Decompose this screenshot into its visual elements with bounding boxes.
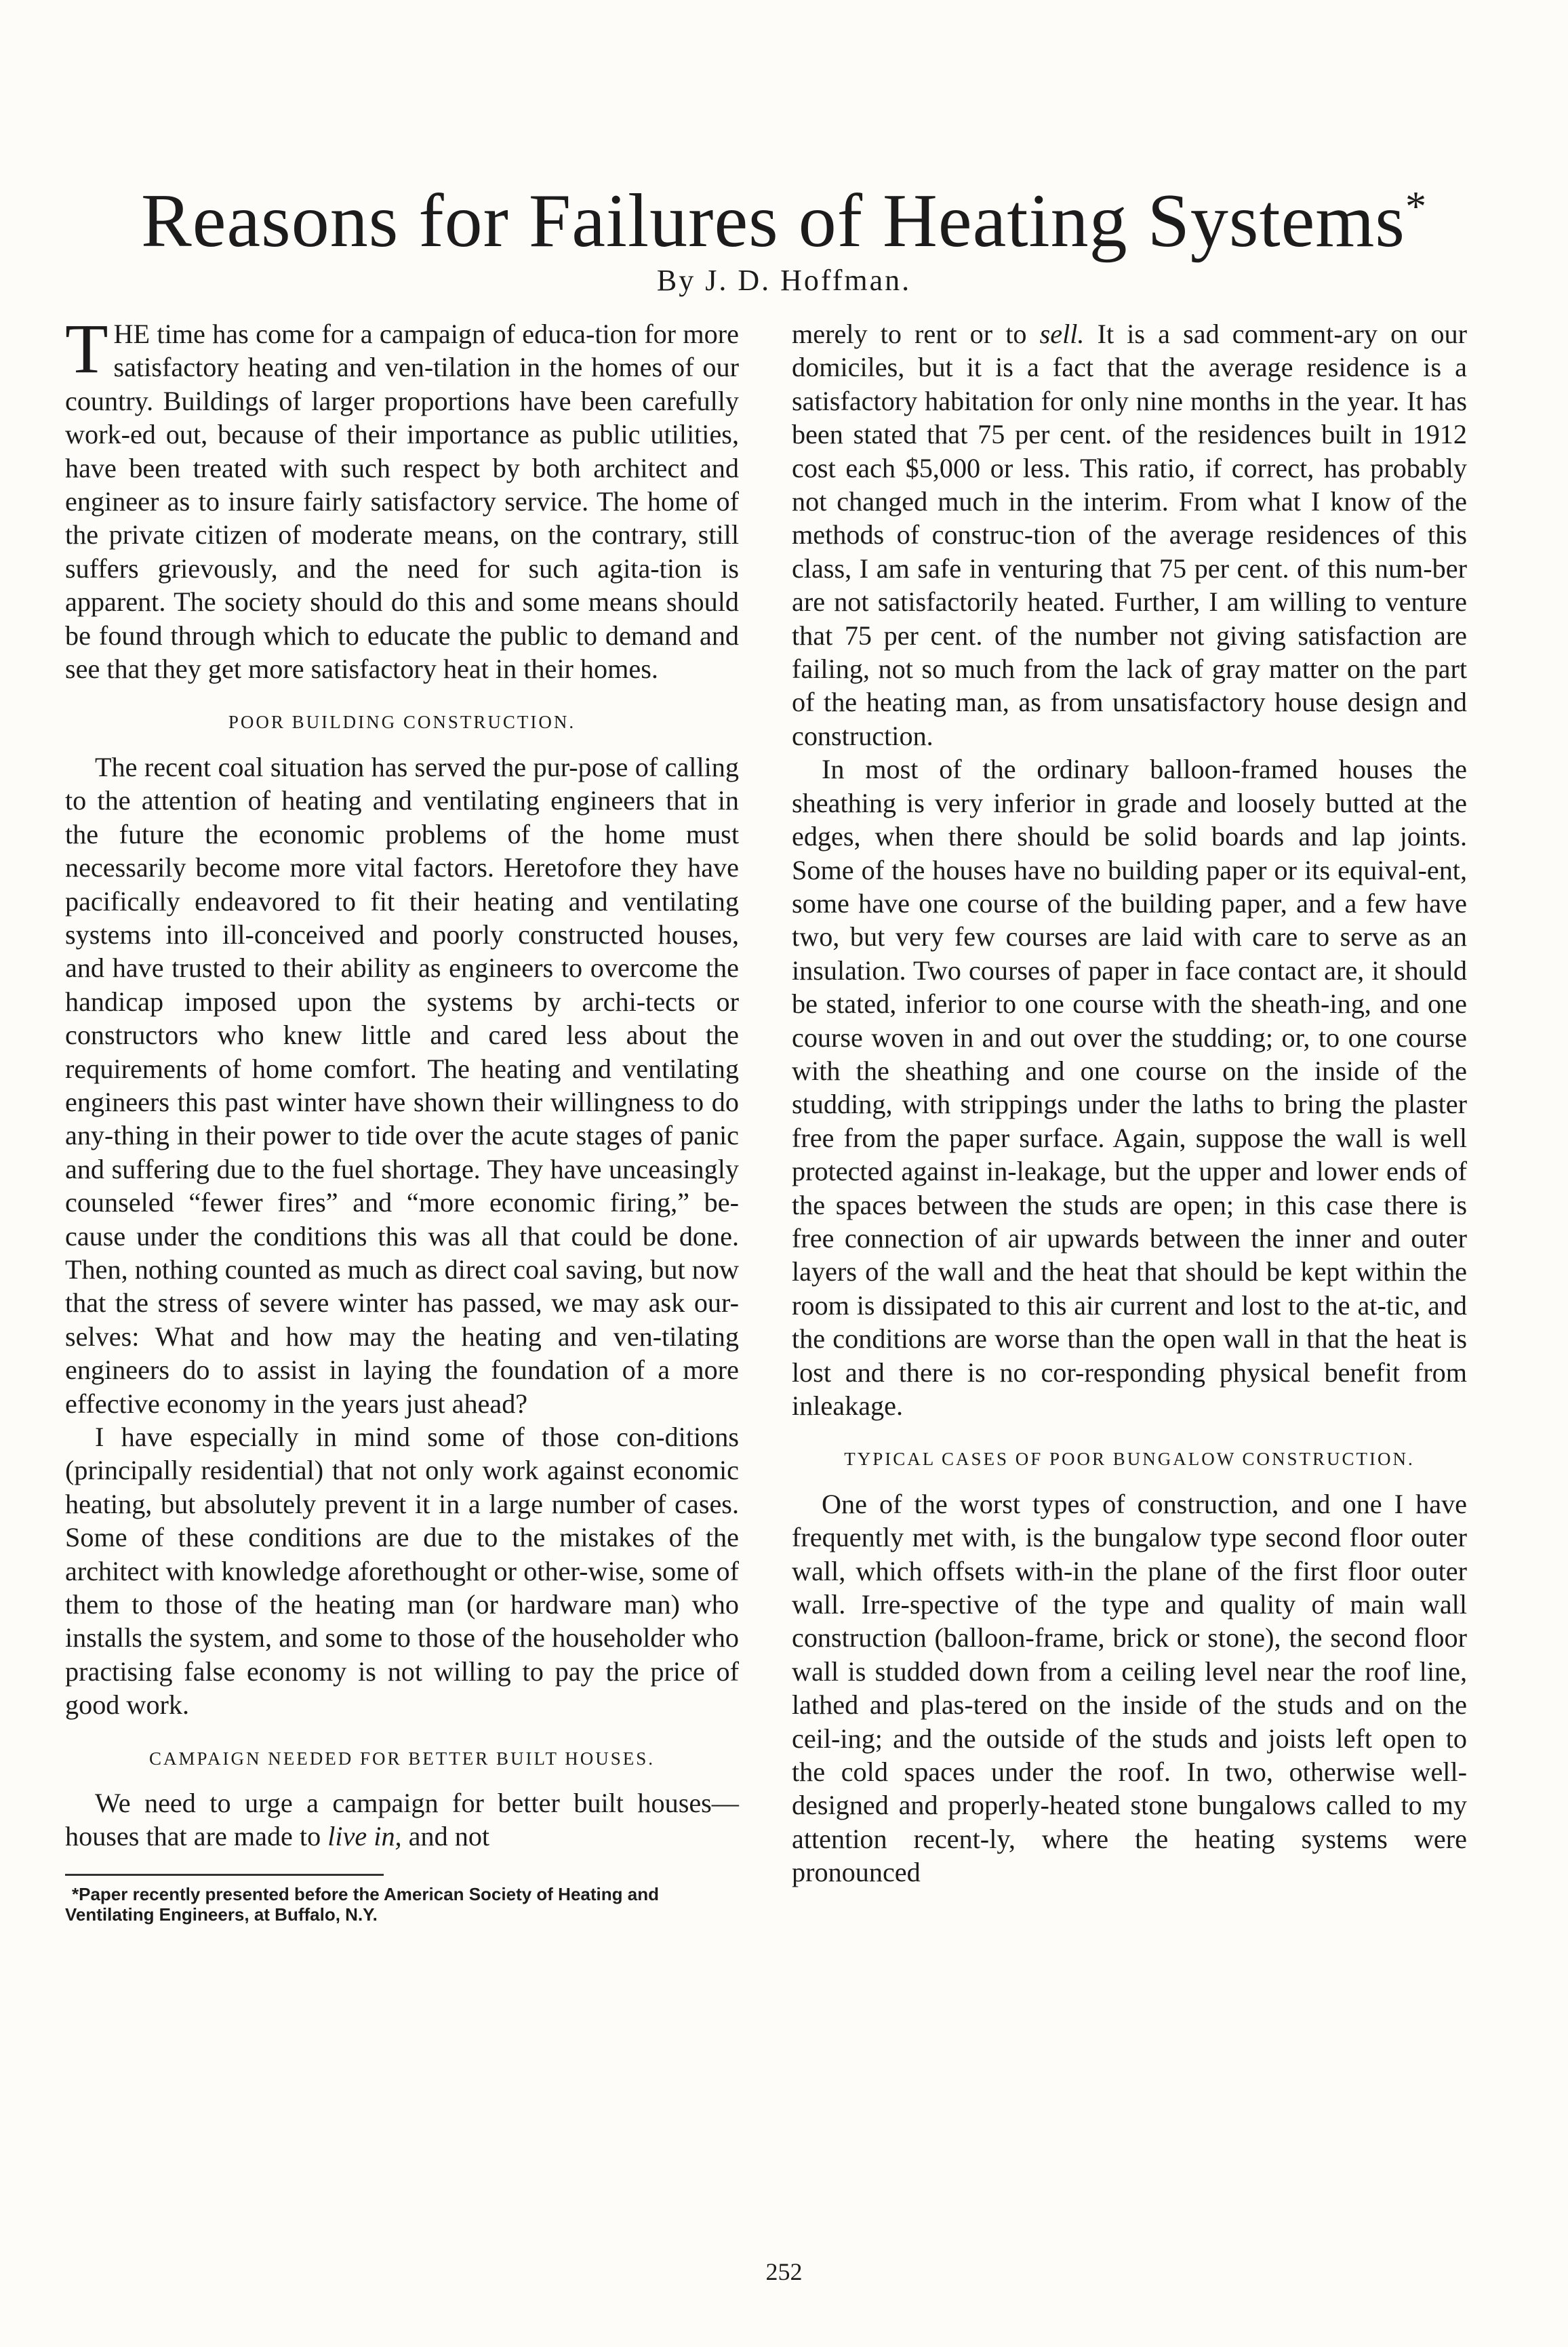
title-text: Reasons for Failures of Heating Systems [141,179,1405,263]
section-heading: TYPICAL CASES OF POOR BUNGALOW CONSTRUCTION. [844,1449,1415,1470]
right-column [792,317,1467,1889]
paragraph-text: It is a sad comment-ary on our domiciles, but it is a fact that the average residence is a satisfactory habitation for only nine months in the year. It has been stated that 75 per cent. of the residences built in 1912 cost each $5,000 or less. This ratio, if correct, has probably not changed much in the interim. From what I know of the methods of construc-tion of the average residences of this class, I am safe in venturing that 75 per cent. of this num-ber are not satisfactorily heated. Further, I am willing to venture that 75 per cent. of the number not giving satisfaction are failing, not so much from the lack of gray matter on the part of the heating man, as from unsatisfactory house design and construction. [792,319,1467,751]
left-column [65,310,739,1925]
footnote: *Paper recently presented before the American Society of Heating and Ventilating Engineers, at Buffalo, N.Y. [65,1883,659,1925]
paragraph-text: We need to urge a campaign for better built houses—houses that are made to [65,1788,739,1852]
byline: By J. D. Hoffman. [656,264,912,297]
section-heading: POOR BUILDING CONSTRUCTION. [228,712,576,733]
footnote-divider [65,1874,384,1876]
emphasis-text: sell. [1039,319,1085,349]
section-heading: CAMPAIGN NEEDED FOR BETTER BUILT HOUSES. [148,1748,656,1769]
paragraph: In most of the ordinary balloon-framed houses the sheathing is very inferior in grade and loosely butted at the edges, when there should be solid boards and lap joints. Some of the houses have no building paper or its equival-ent, some have one course of the building paper, and a few have two, but very few courses are laid with care to serve as an insulation. Two courses of paper in face contact are, it should be stated, inferior to one course with the sheath-ing, and one course woven in and out over the studding; or, to one course with the sheathing and one course on the inside of the studding, with strippings under the laths to bring the plaster free from the paper surface. Again, suppose the wall is well protected against in-leakage, but the upper and lower ends of the spaces between the studs are open; in this case there is free connection of air upwards between the inner and outer layers of the wall and the heat that should be kept within the room is dissipated to this air current and lost to the at-tic, and the conditions are worse than the open wall in that the heat is lost and there is no cor-responding physical benefit from inleakage. [792,754,1467,1421]
paragraph-text: HE time has come for a campaign of educa-tion for more satisfactory heating and ven-tilation in the homes of our country. Buildings of larger proportions have been carefully work-ed out, because of their importance as public utilities, have been treated with such respect by both architect and engineer as to insure fairly satisfactory service. The home of the private citizen of moderate means, on the contrary, still suffers grievously, and the need for such agita-tion is apparent. The society should do this and some means should be found through which to educate the public to demand and see that they get more satisfactory heat in their homes. [65,319,739,685]
paragraph [65,310,739,685]
page-number: 252 [765,2258,803,2285]
paragraph: The recent coal situation has served the pur-pose of calling to the attention of heating and ventilating engineers that in the future the economic problems of the home must necessarily become more vital factors. Heretofore they have pacifically endeavored to fit their heating and ventilating systems into ill-conceived and poorly constructed houses, and have trusted to their ability as engineers to overcome the handicap imposed upon the systems by archi-tects or constructors who knew little and cared less about the requirements of home comfort. The heating and ventilating engineers this past winter have shown their willingness to do any-thing in their power to tide over the acute stages of panic and suffering due to the fuel shortage. They have unceasingly counseled “fewer fires” and “more economic firing,” be-cause under the conditions this was all that could be done. Then, nothing counted as much as direct coal saving, but now that the stress of severe winter has passed, we may ask our-selves: What and how may the heating and ven-tilating engineers do to assist in laying the foundation of a more effective economy in the years just ahead? [65,751,739,1419]
paragraph [65,1786,739,1853]
emphasis-text: live in, [327,1821,402,1852]
drop-cap: T [65,310,108,388]
paragraph: I have especially in mind some of those con-ditions (principally residential) that not only work against economic heating, but absolutely prevent it in a large number of cases. Some of these conditions are due to the mistakes of the architect with knowledge aforethought or other-wise, some of them to those of the heating man (or hardware man) who installs the system, and some to those of the householder who practising false economy is not willing to pay the price of good work. [65,1422,739,1721]
paragraph-text: and not [401,1821,490,1852]
paragraph: One of the worst types of construction, and one I have frequently met with, is the bungalow type second floor outer wall, which offsets with-in the plane of the first floor outer wall. Irre-spective of the type and quality of main wall construction (balloon-frame, brick or stone), the second floor wall is studded down from a ceiling level near the roof line, lathed and plas-tered on the inside of the studs and on the ceil-ing; and the outside of the studs and joists left open to the cold spaces under the roof. In two, otherwise well-designed and properly-heated stone bungalows called to my attention recent-ly, where the heating systems were pronounced [792,1488,1467,1888]
article-title [0,178,1568,265]
title-footnote-mark: * [1405,184,1427,230]
paragraph [792,317,1467,753]
paragraph-text: merely to rent or to [792,319,1040,349]
